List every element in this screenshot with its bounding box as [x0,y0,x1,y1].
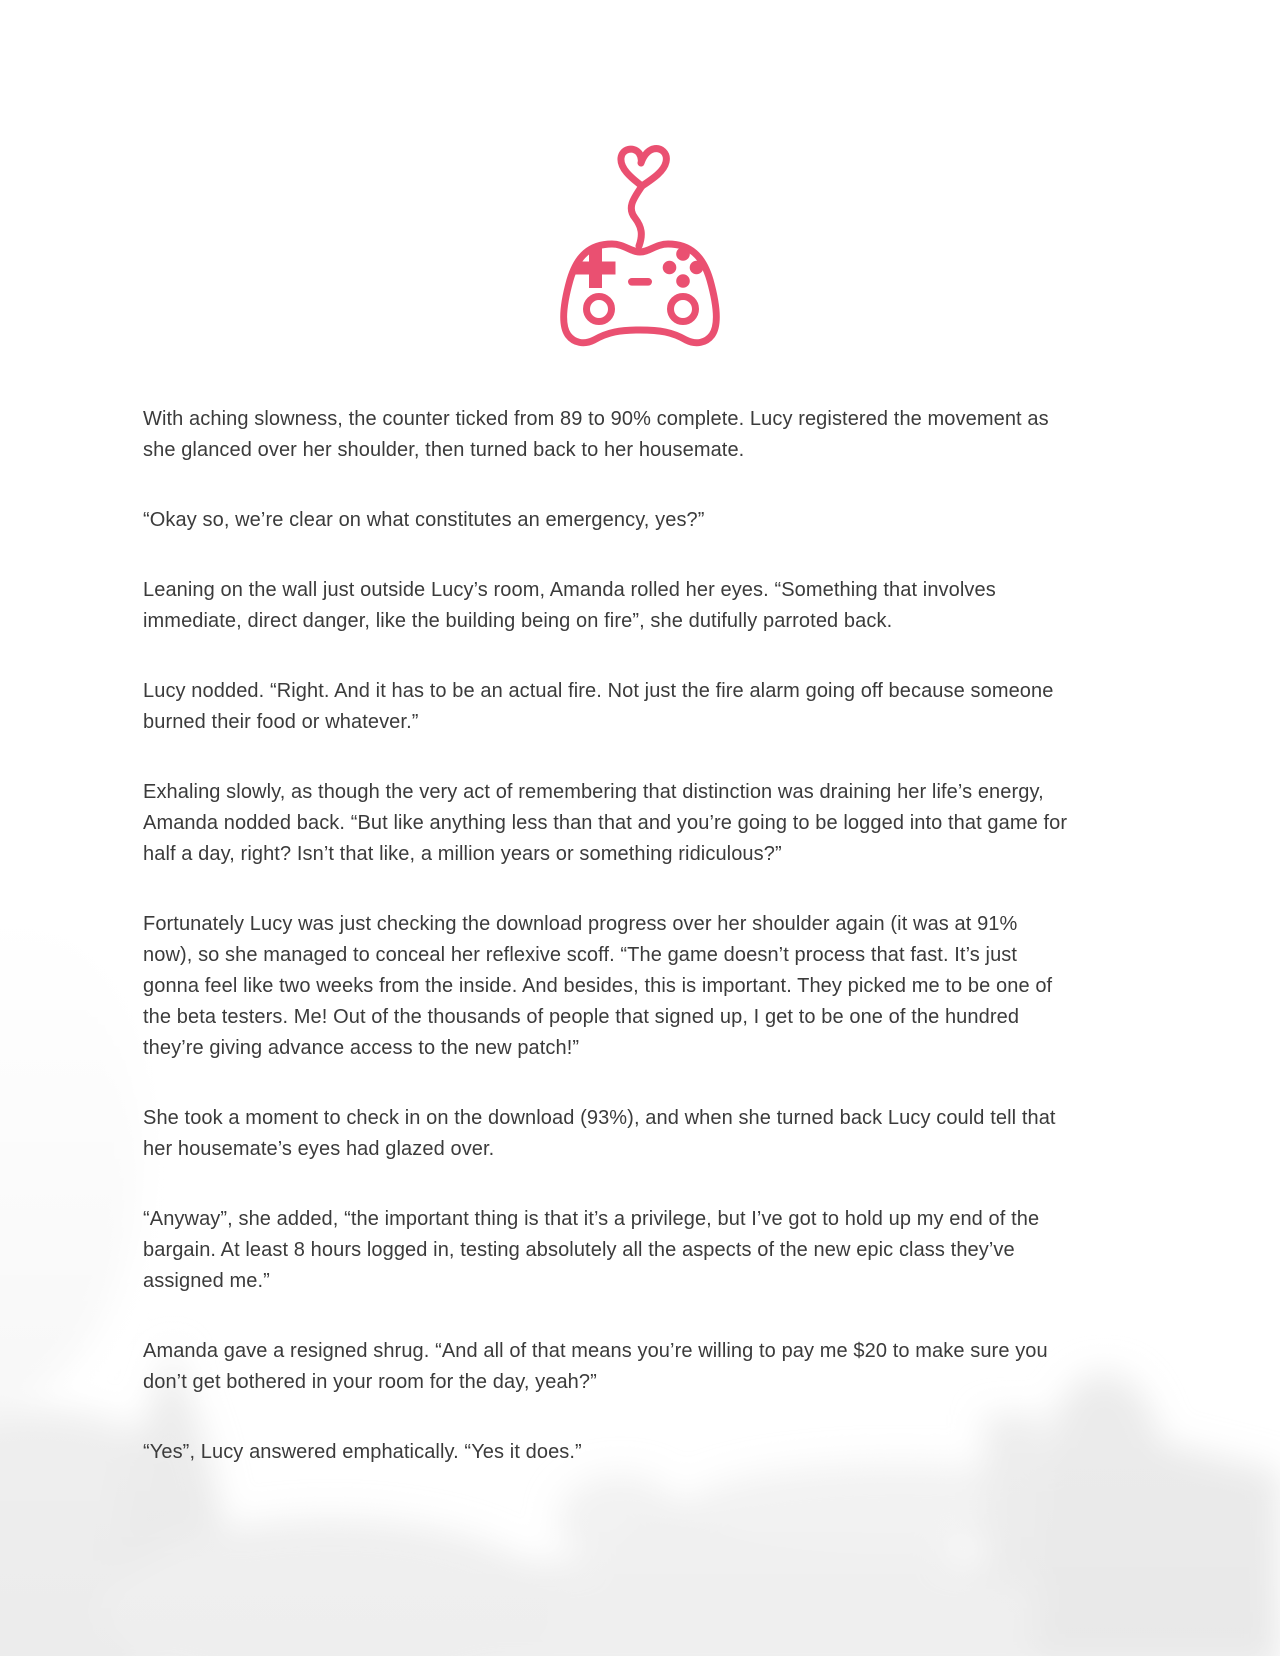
story-paragraph: Lucy nodded. “Right. And it has to be an actual fire. Not just the fire alarm going off because someone burned their food or whatever.” [143,680,1054,733]
story-paragraph: “Okay so, we’re clear on what constitutes an emergency, yes?” [143,509,705,531]
story-paragraph: Amanda gave a resigned shrug. “And all of that means you’re willing to pay me $20 to make sure you don’t get bothered in your room for the day, yeah?” [143,1340,1048,1393]
story-paragraphs [143,404,1071,1468]
story-paragraph: Leaning on the wall just outside Lucy’s room, Amanda rolled her eyes. “Something that involves immediate, direct danger, like the building being on fire”, she dutifully parroted back. [143,579,996,632]
game-controller-heart-icon [550,144,730,350]
story-paragraph: “Yes”, Lucy answered emphatically. “Yes it does.” [143,1441,582,1463]
story-paragraph: With aching slowness, the counter ticked from 89 to 90% complete. Lucy registered the movement as she glanced over her shoulder, then turned back to her housemate. [143,408,1049,461]
story-paragraph: She took a moment to check in on the download (93%), and when she turned back Lucy could tell that her housemate’s eyes had glazed over. [143,1107,1056,1160]
story-paragraph: “Anyway”, she added, “the important thing is that it’s a privilege, but I’ve got to hold up my end of the bargain. At least 8 hours logged in, testing absolutely all the aspects of the new epic class they’ve assigned me.” [143,1208,1040,1292]
story-paragraph: Exhaling slowly, as though the very act of remembering that distinction was draining her life’s energy, Amanda nodded back. “But like anything less than that and you’re going to be logged into that game for half a day, right? Isn’t that like, a million years or something ridiculous?” [143,781,1068,865]
story-paragraph: Fortunately Lucy was just checking the download progress over her shoulder again (it was at 91% now), so she managed to conceal her reflexive scoff. “The game doesn’t process that fast. It’s just gonna feel like two weeks from the inside. And besides, this is important. They picked me to be one of the beta testers. Me! Out of the thousands of people that signed up, I get to be one of the hundred they’re giving advance access to the new patch!” [143,913,1053,1059]
